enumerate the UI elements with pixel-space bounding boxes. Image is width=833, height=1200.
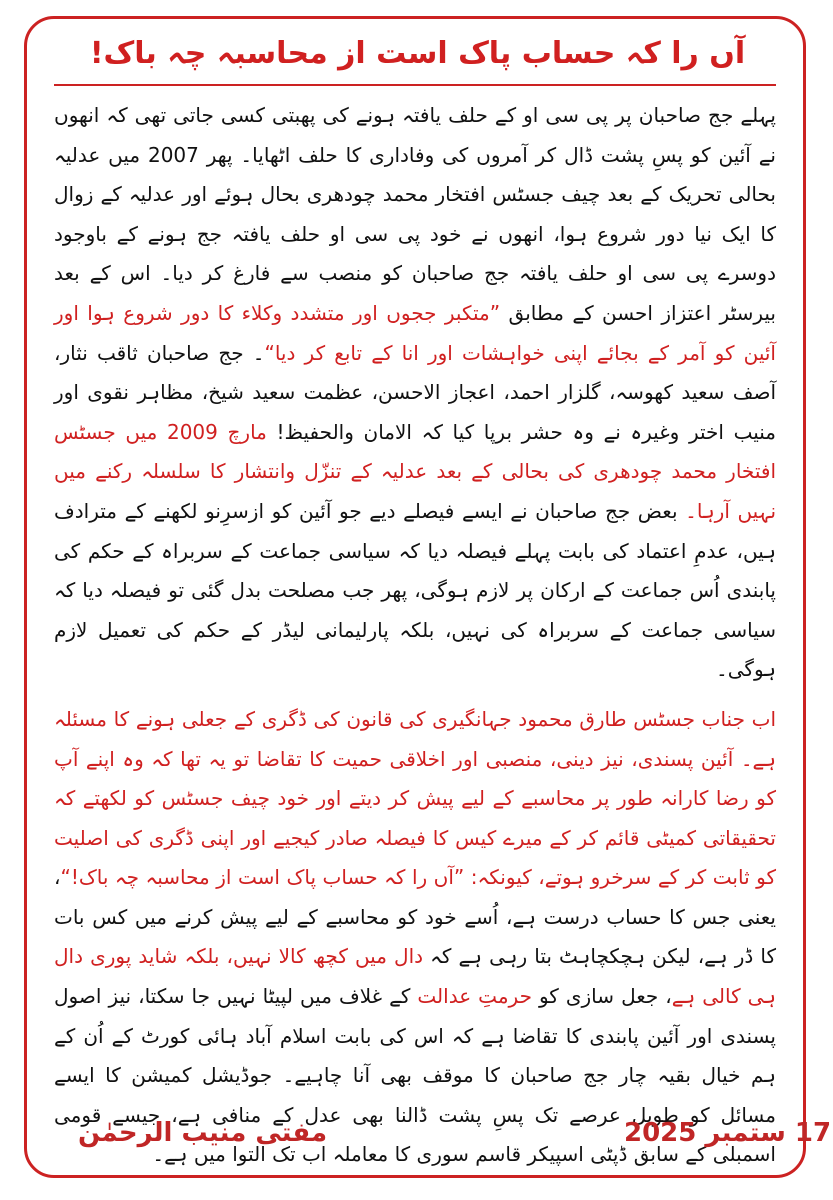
text-segment: کے غلاف میں لپیٹا نہیں جا سکتا، نیز اصول پسندی اور آئین پابندی کا تقاضا ہے کہ اس کی بابت اسلام آباد ہائی کورٹ کے اُن کے ہم خیال بقیہ چار جج صاحبان کا موقف بھی آنا چاہیے۔ جوڈیشل کمیشن کا ایسے مسائل کو طویل عرصے تک پسِ پشت ڈالنا بھی عدل کے منافی ہے، جیسے قومی اسمبلی کے سابق ڈپٹی اسپیکر قاسم سوری کا معاملہ اب تک التوا میں ہے۔	[54, 984, 776, 1167]
text-segment: ، یعنی جس کا حساب درست ہے، اُسے خود کو محاسبے کے لیے پیش کرنے میں کس بات کا ڈر ہے، لیکن ہچکچاہٹ بتا رہی ہے کہ	[54, 865, 776, 969]
text-segment: بعض جج صاحبان نے ایسے فیصلے دیے جو آئین کو ازسرِنو لکھنے کے مترادف ہیں، عدمِ اعتماد کی بابت پہلے فیصلہ دیا کہ سیاسی جماعت کے سربراہ کے حکم کی پابندی اُس جماعت کے ارکان پر لازم ہوگی، پھر جب مصلحت بدل گئی تو فیصلہ دیا کہ سیاسی جماعت کے سربراہ کی نہیں، بلکہ پارلیمانی لیڈر کے حکم کی تعمیل لازم ہوگی۔	[54, 498, 776, 682]
text-segment: پہلے جج صاحبان پر پی سی او کے حلف یافتہ ہونے کی پھبتی کسی جاتی تھی کہ انھوں نے آئین کو پسِ پشت ڈال کر آمروں کی وفاداری کا حلف اٹھایا۔ پھر 2007 میں عدلیہ بحالی تحریک کے بعد چیف جسٹس افتخار محمد چودھری بحال ہوئے اور عدلیہ کے زوال کا ایک نیا دور شروع ہوا، انھوں نے خود پی سی او حلف یافتہ جج ہونے کے باوجود دوسرے پی سی او حلف یافتہ جج صاحبان کو منصب سے فارغ کر دیا۔ اس کے بعد بیرسٹر اعتزاز احسن کے مطابق	[54, 103, 776, 325]
article-body	[54, 96, 776, 1175]
highlight-segment: حرمتِ عدالت	[417, 984, 532, 1009]
quote-highlight: ”متکبر ججوں اور متشدد وکلاء کا دور شروع ہوا اور آئین کو آمر کے بجائے اپنی خواہشات اور انا کے تابع کر دیا“	[54, 300, 776, 365]
paragraph-2	[54, 700, 776, 1175]
author-signature: مفتی منیب الرحمٰن	[78, 1118, 328, 1148]
highlight-segment: اب جناب جسٹس طارق محمود جہانگیری کی قانون کی ڈگری کے جعلی ہونے کا مسئلہ ہے۔ آئین پسندی، نیز دینی، منصبی اور اخلاقی حمیت کا تقاضا تو یہ تھا کہ وہ اپنے آپ کو رضا کارانہ طور پر محاسبے کے لیے پیش کر دیتے اور خود چیف جسٹس کو لکھتے کہ تحقیقاتی کمیٹی قائم کر کے میرے کیس کا فیصلہ صادر کیجیے اور اپنی ڈگری کی اصلیت کو ثابت کر کے سرخرو ہوتے، کیونکہ: ”آں را کہ حساب پاک است از محاسبہ چہ باک!“	[54, 706, 776, 890]
paragraph-1	[54, 96, 776, 690]
article-title: آں را کہ حساب پاک است از محاسبہ چہ باک!	[89, 36, 746, 71]
text-segment: ۔ جج صاحبان ثاقب نثار، آصف سعید کھوسہ، گلزار احمد، اعجاز الاحسن، عظمت سعید شیخ، مظاہر نقوی اور منیب اختر وغیرہ نے وہ حشر برپا کیا کہ الامان والحفیظ!	[54, 340, 776, 444]
title-divider	[54, 84, 776, 86]
text-segment: ، جعل سازی کو	[531, 984, 672, 1009]
publication-date: 17 ستمبر 2025	[624, 1118, 832, 1148]
highlight-segment: مارچ 2009 میں جسٹس افتخار محمد چودھری کی بحالی کے بعد عدلیہ کے تنزّل وانتشار کا سلسلہ رکنے میں نہیں آرہا۔	[54, 419, 777, 523]
highlight-segment: دال میں کچھ کالا نہیں، بلکہ شاید پوری دال ہی کالی ہے	[54, 944, 777, 1009]
